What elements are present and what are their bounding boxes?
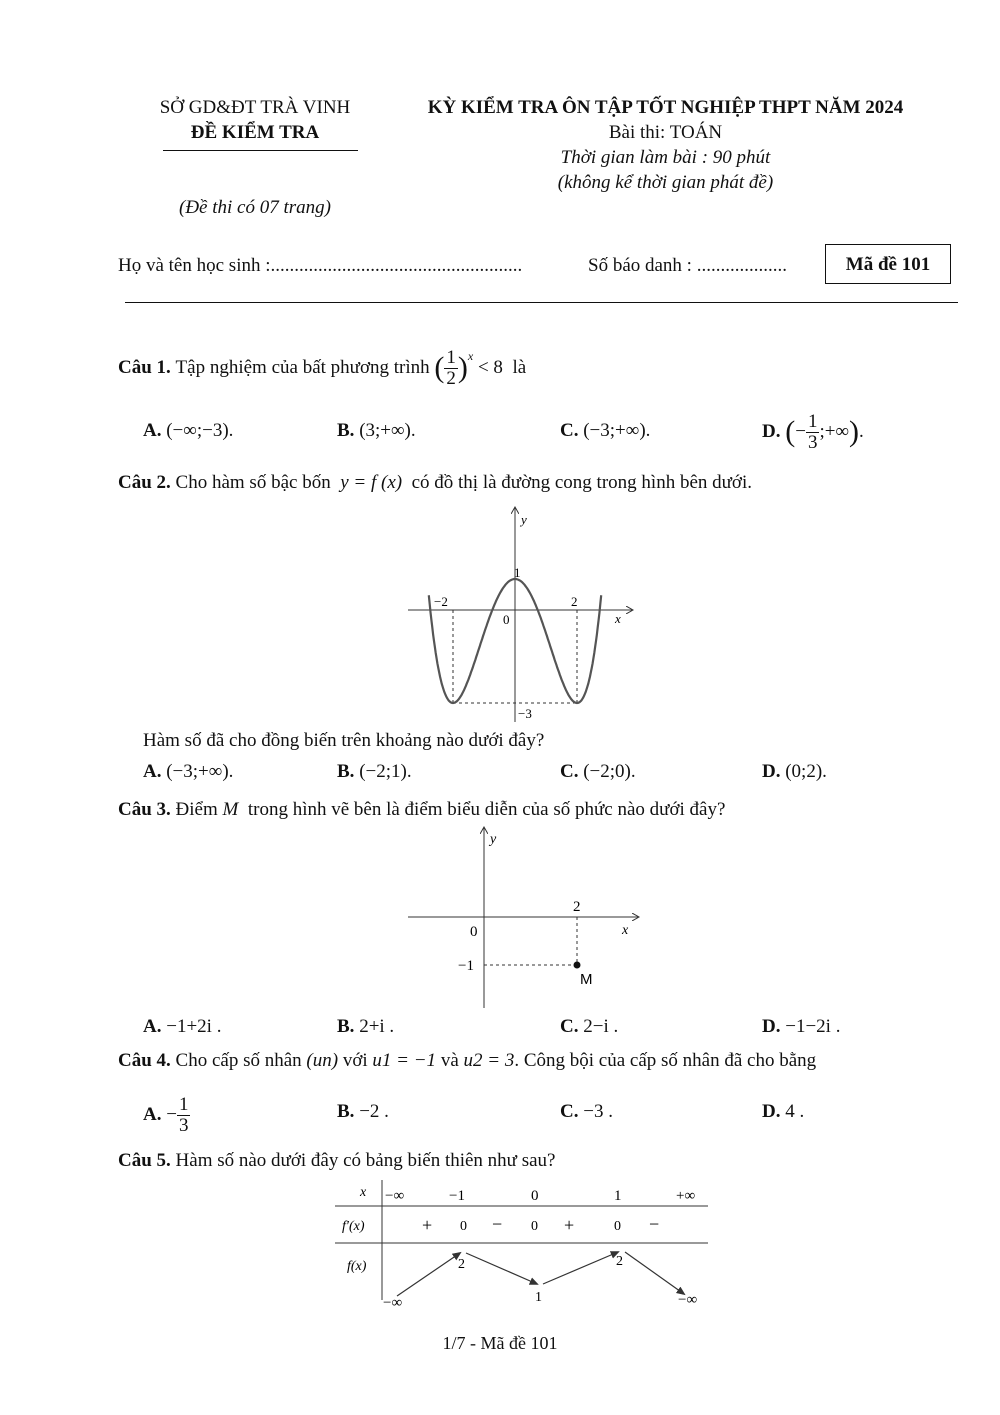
q1-option-d[interactable]: D. ( − $\frac{1}{3}$ ;+∞ ) . <box>762 410 864 453</box>
tick-y-neg3: −3 <box>518 706 532 721</box>
question-1: Câu 1. Tập nghiệm của bất phương trình ( $\frac{1}{2}$ ) $^x$ < 8 là <box>118 346 527 389</box>
f-val-2-left: 2 <box>458 1257 465 1272</box>
x-val-0: 0 <box>531 1188 539 1204</box>
question-4: Câu 4. Cho cấp số nhân (un) với u1 = −1 và u2 = 3. Công bội của cấp số nhân đã cho bằng <box>118 1050 817 1071</box>
exam-time: Thời gian làm bài : 90 phút <box>560 147 771 168</box>
sign-5: + <box>564 1215 575 1235</box>
tick-x-2: 2 <box>573 899 581 915</box>
q4-option-c[interactable]: C. −3 . <box>560 1101 613 1122</box>
sign-2: 0 <box>460 1219 467 1234</box>
variation-table <box>330 1178 720 1313</box>
student-id-field: Số báo danh : ................... <box>588 255 787 276</box>
q4-option-b[interactable]: B. −2 . <box>337 1101 389 1122</box>
function-formula: y = f (x) <box>340 472 403 493</box>
sign-1: + <box>422 1215 433 1235</box>
question-text: Tập nghiệm của bất phương trình <box>175 357 430 378</box>
point-m <box>574 962 581 969</box>
sign-6: 0 <box>614 1219 621 1234</box>
question-label: Câu 5. <box>118 1150 171 1171</box>
arrow-increase-2 <box>543 1252 618 1284</box>
sign-7: − <box>649 1214 660 1234</box>
department-name: SỞ GD&ĐT TRÀ VINH <box>159 97 351 118</box>
arrow-decrease-1 <box>466 1253 537 1284</box>
q4-option-d[interactable]: D. 4 . <box>762 1101 805 1122</box>
student-name-field: Họ và tên học sinh :..................................................... <box>118 255 523 276</box>
q2-option-c[interactable]: C. (−2;0). <box>560 761 636 782</box>
pages-note: (Đề thi có 07 trang) <box>179 197 331 218</box>
q3-option-c[interactable]: C. 2−i . <box>560 1016 619 1037</box>
x-axis-label: x <box>615 611 621 626</box>
x-val-neg-inf: −∞ <box>385 1188 405 1204</box>
exam-subject: Bài thi: TOÁN <box>608 122 723 143</box>
question-label: Câu 2. <box>118 472 171 493</box>
tick-x-neg2: −2 <box>434 594 448 609</box>
q1-option-b[interactable]: B. (3;+∞). <box>337 420 416 441</box>
q1-option-a[interactable]: A. (−∞;−3). <box>143 420 234 441</box>
f-val-neg-inf: −∞ <box>383 1295 403 1311</box>
q2-option-b[interactable]: B. (−2;1). <box>337 761 412 782</box>
x-val-neg1: −1 <box>449 1188 465 1204</box>
tick-y-1: 1 <box>514 565 521 580</box>
q3-option-d[interactable]: D. −1−2i . <box>762 1016 841 1037</box>
x-axis-label: x <box>622 923 629 938</box>
exam-title: KỲ KIỂM TRA ÔN TẬP TỐT NGHIỆP THPT NĂM 2024 <box>427 97 904 118</box>
quartic-graph <box>400 503 640 725</box>
sign-4: 0 <box>531 1219 538 1234</box>
question-label: Câu 1. <box>118 357 171 378</box>
row-function-label: f(x) <box>347 1259 367 1274</box>
tick-x-2: 2 <box>571 594 578 609</box>
question-label: Câu 3. <box>118 799 171 820</box>
fraction: $\frac{1}{2}$ <box>446 346 456 389</box>
sequence: (un) <box>306 1050 339 1071</box>
x-val-pos-inf: +∞ <box>676 1188 696 1204</box>
q1-option-c[interactable]: C. (−3;+∞). <box>560 420 651 441</box>
u1-value: u1 = −1 <box>372 1050 437 1071</box>
f-val-1: 1 <box>535 1290 542 1305</box>
exam-time-note: (không kể thời gian phát đề) <box>557 172 774 193</box>
exam-code-box: Mã đề 101 <box>825 244 951 284</box>
document-type: ĐỀ KIỂM TRA <box>190 122 320 143</box>
inequality: < 8 <box>477 357 503 378</box>
exponent: x <box>467 348 474 363</box>
arrow-increase-1 <box>397 1253 460 1296</box>
header-divider <box>125 302 958 303</box>
point-m-label: M <box>580 971 593 988</box>
f-val-pos-inf: −∞ <box>678 1292 698 1308</box>
f-val-2-right: 2 <box>616 1254 623 1269</box>
y-axis-label: y <box>521 512 527 527</box>
x-val-1: 1 <box>614 1188 622 1204</box>
q2-option-a[interactable]: A. (−3;+∞). <box>143 761 234 782</box>
q3-option-a[interactable]: A. −1+2i . <box>143 1016 222 1037</box>
row-derivative-label: f′(x) <box>342 1219 365 1234</box>
question-5: Câu 5. Hàm số nào dưới đây có bảng biến thiên như sau? <box>118 1150 556 1171</box>
q3-option-b[interactable]: B. 2+i . <box>337 1016 395 1037</box>
question-label: Câu 4. <box>118 1050 171 1071</box>
row-x-label: x <box>360 1185 367 1200</box>
q2-question: Hàm số đã cho đồng biến trên khoảng nào dưới đây? <box>143 730 545 751</box>
arrow-decrease-2 <box>625 1252 684 1294</box>
complex-plane-graph <box>400 823 650 1013</box>
tick-y-neg1: −1 <box>458 958 474 974</box>
q2-option-d[interactable]: D. (0;2). <box>762 761 827 782</box>
origin-label: 0 <box>503 612 510 627</box>
q4-option-a[interactable]: A. − $\frac{1}{3}$ <box>143 1093 189 1136</box>
page-footer: 1/7 - Mã đề 101 <box>442 1333 558 1353</box>
header-underline <box>163 150 358 151</box>
u2-value: u2 = 3 <box>463 1050 515 1071</box>
sign-3: − <box>492 1214 503 1234</box>
origin-label: 0 <box>470 924 478 940</box>
question-2: Câu 2. Cho hàm số bậc bốn y = f (x) có đồ thị là đường cong trong hình bên dưới. <box>118 472 753 493</box>
question-3: Câu 3. Điểm M trong hình vẽ bên là điểm biểu diễn của số phức nào dưới đây? <box>118 799 726 820</box>
y-axis-label: y <box>490 832 497 847</box>
